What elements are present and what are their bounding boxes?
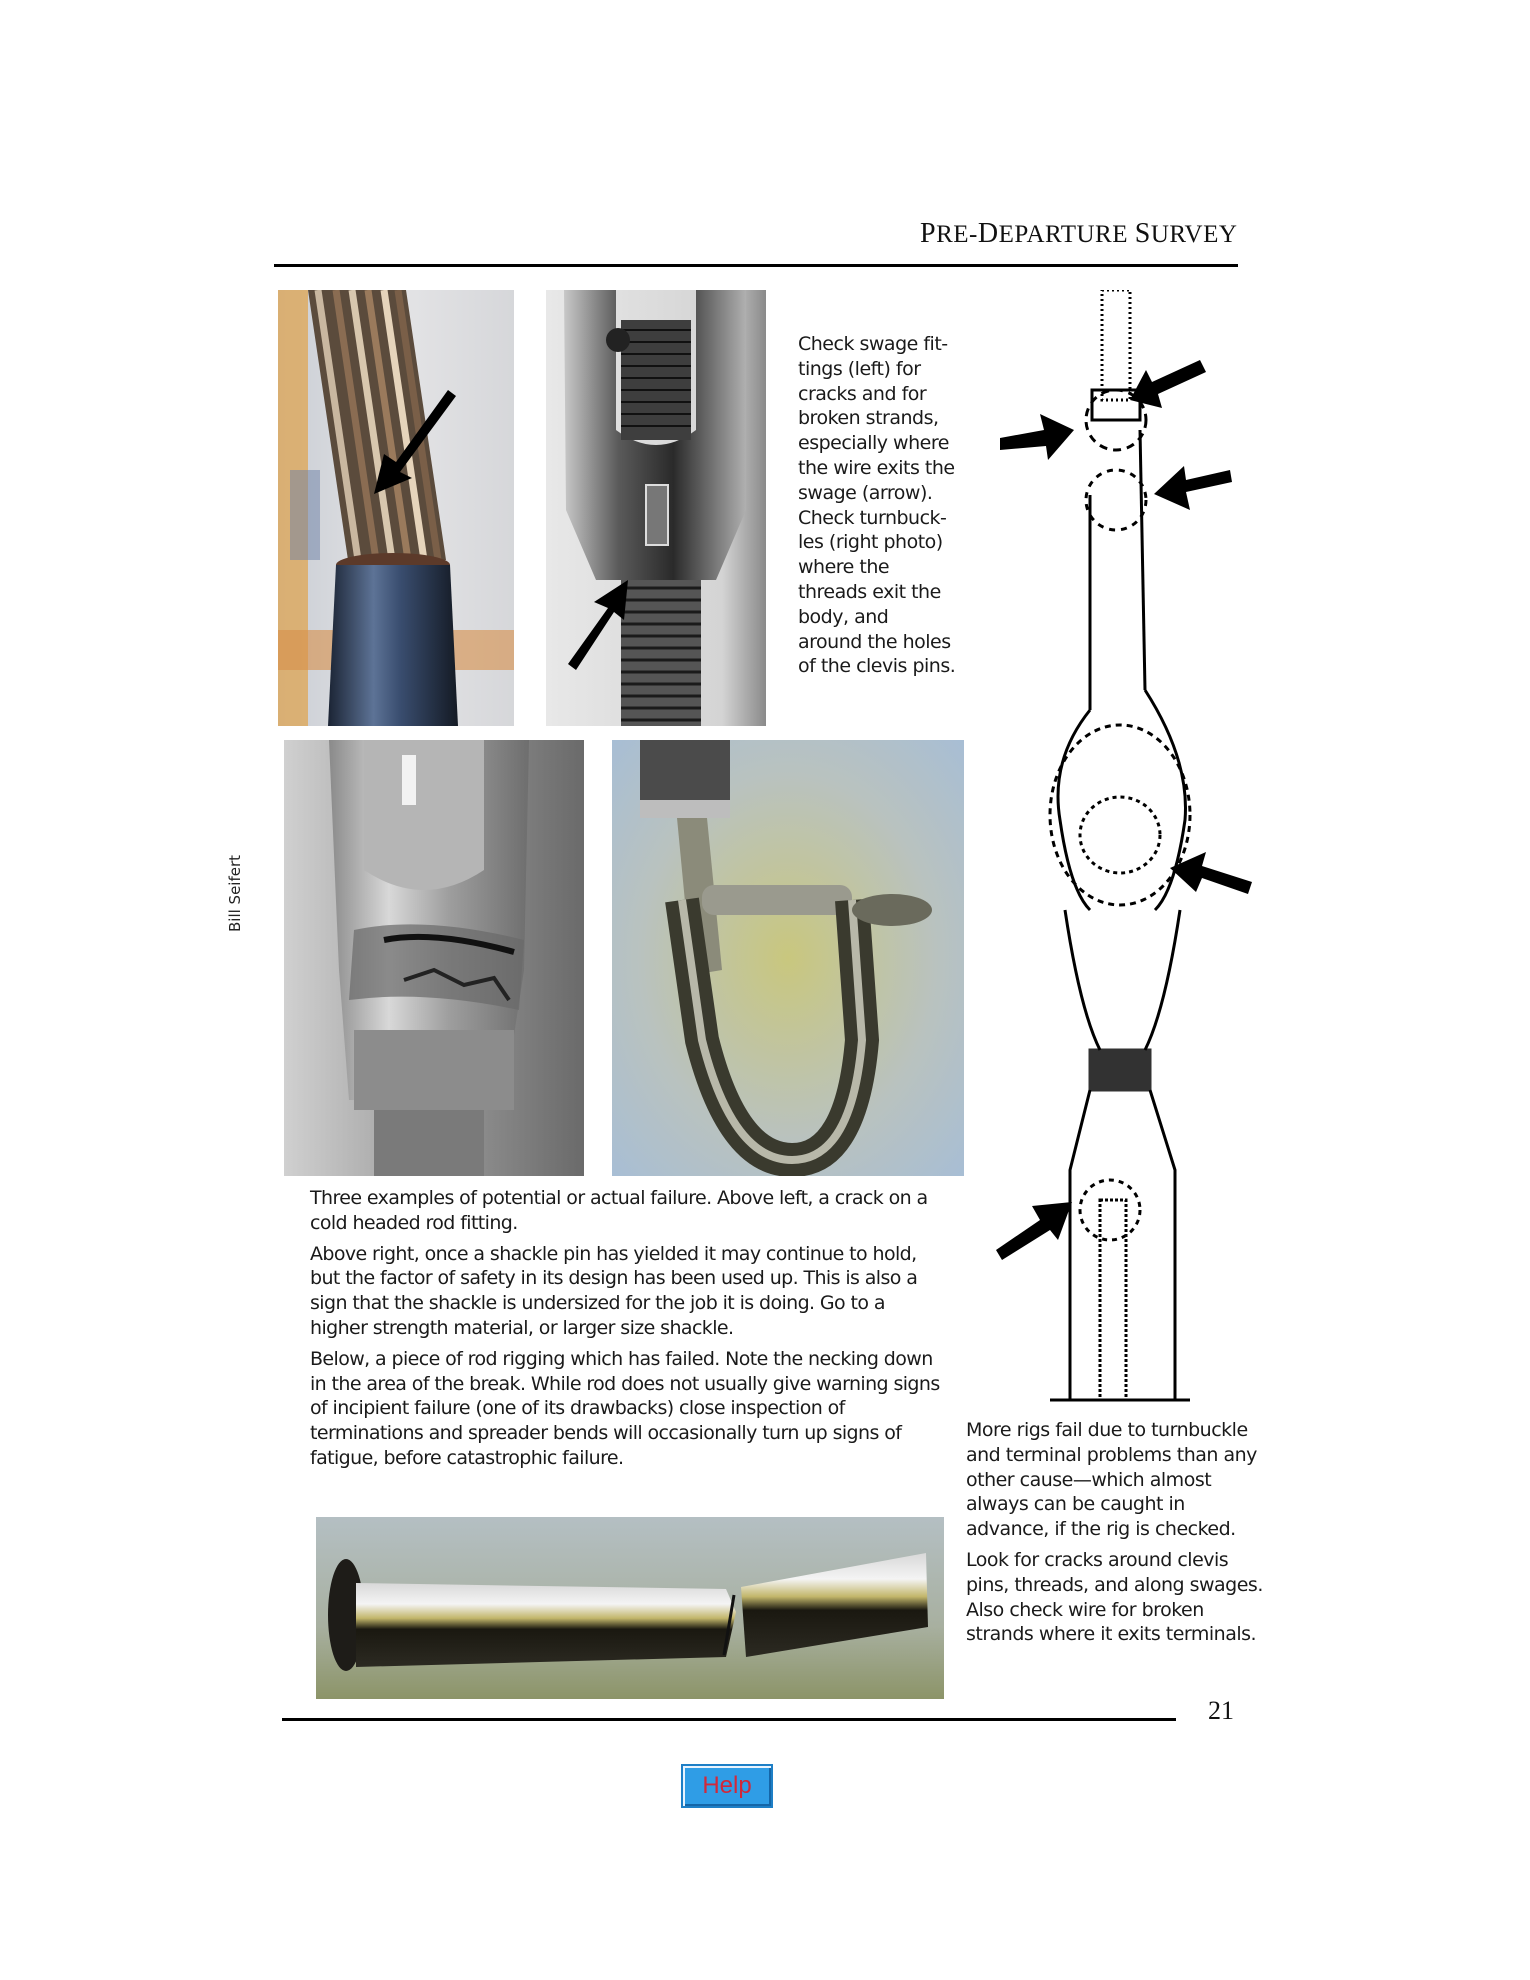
running-header	[920, 218, 1237, 250]
caption-paragraph: Three examples of potential or actual failure. Above left, a crack on a cold headed rod fitting.	[310, 1187, 928, 1234]
header-text: RE-	[936, 221, 978, 248]
caption-line: tings (left) for	[798, 357, 921, 380]
photo-swage-wire	[278, 290, 514, 726]
help-button[interactable]: Help	[681, 1764, 773, 1808]
header-text: URVEY	[1150, 221, 1238, 248]
caption-paragraph: Look for cracks around clevis pins, threads, and along swages. Also check wire for broken strands where it exits terminals.	[966, 1548, 1263, 1646]
header-divider	[274, 264, 1238, 267]
caption-rig-failure	[966, 1418, 1266, 1653]
caption-line: the wire exits the	[798, 456, 955, 479]
caption-line: Check turnbuck-	[798, 506, 947, 529]
caption-swage-turnbuckle	[798, 332, 968, 679]
caption-line: where the	[798, 556, 890, 579]
caption-line: especially where	[798, 432, 949, 455]
caption-paragraph: Above right, once a shackle pin has yielded it may continue to hold, but the factor of safety in its design has been used up. This is also a sign that the shackle is undersized for the job it is doing. Go to a higher strength material, or larger size shackle.	[310, 1242, 918, 1339]
caption-line: broken strands,	[798, 407, 939, 430]
caption-line: around the holes	[798, 630, 951, 653]
header-initial: D	[977, 218, 999, 249]
caption-line: body, and	[798, 605, 889, 628]
caption-line: swage (arrow).	[798, 481, 933, 504]
footer-divider	[282, 1718, 1176, 1721]
diagram-turnbuckle	[990, 290, 1270, 1414]
photo-failed-rod	[316, 1517, 944, 1699]
caption-line: les (right photo)	[798, 531, 943, 554]
caption-paragraph: More rigs fail due to turnbuckle and terminal problems than any other cause—which almost always can be caught in advance, if the rig is checked.	[966, 1419, 1257, 1541]
caption-failure-examples	[310, 1186, 940, 1477]
photo-credit: Bill Seifert	[226, 854, 244, 932]
caption-line: threads exit the	[798, 580, 941, 603]
header-text: EPARTURE	[998, 221, 1135, 248]
page-number: 21	[1208, 1696, 1234, 1725]
header-initial: P	[920, 218, 937, 249]
photo-cracked-rod-fitting	[284, 740, 584, 1176]
photo-turnbuckle	[546, 290, 766, 726]
header-initial: S	[1134, 218, 1151, 249]
caption-line: cracks and for	[798, 382, 927, 405]
caption-line: of the clevis pins.	[798, 655, 956, 678]
photo-yielded-shackle	[612, 740, 964, 1176]
caption-line: Check swage fit-	[798, 333, 948, 355]
caption-paragraph: Below, a piece of rod rigging which has failed. Note the necking down in the area of the break. While rod does not usually give warning signs of incipient failure (one of its drawbacks) close inspection of terminations and spreader bends will occasionally turn up signs of fatigue, before catastrophic failure.	[310, 1347, 940, 1469]
